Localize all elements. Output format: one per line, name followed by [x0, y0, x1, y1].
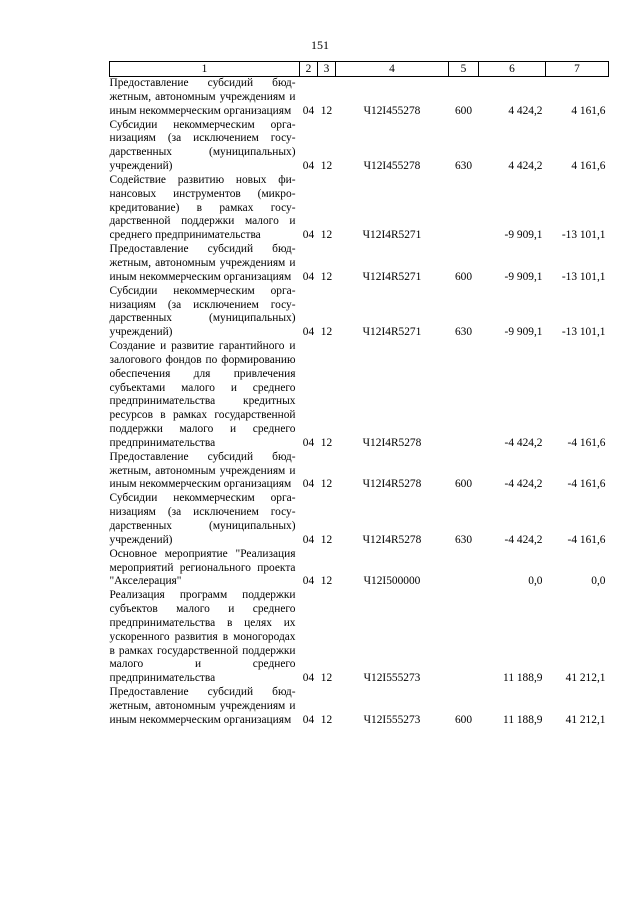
expense-type-cell [449, 340, 479, 451]
table-row [110, 451, 609, 493]
subsection-cell: 12 [320, 326, 333, 339]
subsection-cell: 12 [320, 713, 333, 726]
table-row [110, 285, 609, 340]
table-row [110, 77, 609, 119]
row-name-cell: Основное мероприятие "Реализация мероприятий регионального проекта "Акселерация" [109, 547, 296, 588]
section-cell: 04 [302, 326, 315, 339]
expense-type-cell: 600 [454, 478, 473, 491]
table-row [110, 686, 609, 728]
row-name-cell: Субсидии некоммерческим организациям (за исключением государственных (муниципальных) учреждений) [109, 118, 296, 173]
amount-2022-cell: -13 101,1 [561, 229, 606, 242]
expense-type-cell [449, 548, 479, 590]
target-article-cell: Ч12I4R5271 [362, 270, 422, 283]
column-header: 2 [300, 62, 318, 77]
table-row [110, 174, 609, 243]
column-header: 6 [479, 62, 546, 77]
column-header: 3 [318, 62, 336, 77]
amount-2021-cell: -4 424,2 [504, 478, 543, 491]
section-cell: 04 [302, 713, 315, 726]
table-row [110, 340, 609, 451]
expense-type-cell: 630 [454, 160, 473, 173]
page-number: 151 [311, 38, 329, 52]
target-article-cell: Ч12I4R5278 [362, 478, 422, 491]
amount-2021-cell: -4 424,2 [504, 436, 543, 449]
amount-2021-cell: -9 909,1 [504, 229, 543, 242]
amount-2022-cell: 4 161,6 [571, 104, 606, 117]
section-cell: 04 [302, 478, 315, 491]
amount-2021-cell: -9 909,1 [504, 326, 543, 339]
subsection-cell: 12 [320, 160, 333, 173]
row-name-cell: Предоставление субсидий бюджетным, автономным учреждениям и иным некоммерческим организациям [109, 77, 296, 117]
target-article-cell: Ч12I500000 [363, 575, 421, 588]
target-article-cell: Ч12I555273 [363, 672, 421, 685]
row-name-cell: Предоставление субсидий бюджетным, автономным учреждениям и иным некоммерческим организациям [109, 243, 296, 283]
amount-2022-cell: 0,0 [591, 575, 606, 588]
amount-2021-cell: 11 188,9 [503, 672, 543, 685]
target-article-cell: Ч12I4R5271 [362, 229, 422, 242]
section-cell: 04 [302, 270, 315, 283]
target-article-cell: Ч12I4R5278 [362, 436, 422, 449]
amount-2022-cell: -4 161,6 [567, 436, 606, 449]
row-name-cell: Содействие развитию новых финансовых инструментов (микрокредитование) в рамках государственной поддержки малого и среднего предпринимательства [109, 173, 296, 242]
subsection-cell: 12 [320, 478, 333, 491]
table-row [110, 589, 609, 686]
amount-2021-cell: -9 909,1 [504, 270, 543, 283]
budget-table [109, 61, 609, 728]
table-row [110, 548, 609, 590]
target-article-cell: Ч12I455278 [363, 160, 421, 173]
section-cell: 04 [302, 160, 315, 173]
expense-type-cell: 630 [454, 326, 473, 339]
table-row [110, 243, 609, 285]
expense-type-cell: 600 [454, 713, 473, 726]
expense-type-cell: 600 [454, 270, 473, 283]
amount-2022-cell: 41 212,1 [565, 713, 606, 726]
subsection-cell: 12 [320, 270, 333, 283]
amount-2021-cell: 11 188,9 [503, 713, 543, 726]
subsection-cell: 12 [320, 575, 333, 588]
column-header: 5 [449, 62, 479, 77]
row-name-cell: Предоставление субсидий бюджетным, автономным учреждениям и иным некоммерческим организациям [109, 450, 296, 491]
amount-2022-cell: 41 212,1 [565, 672, 606, 685]
subsection-cell: 12 [320, 672, 333, 685]
amount-2022-cell: -13 101,1 [561, 326, 606, 339]
amount-2021-cell: 4 424,2 [508, 104, 543, 117]
amount-2022-cell: -13 101,1 [561, 270, 606, 283]
expense-type-cell [449, 174, 479, 243]
target-article-cell: Ч12I555273 [363, 713, 421, 726]
row-name-cell: Субсидии некоммерческим организациям (за исключением государственных (муниципальных) учреждений) [109, 284, 296, 339]
section-cell: 04 [302, 575, 315, 588]
column-header: 4 [336, 62, 449, 77]
subsection-cell: 12 [320, 436, 333, 449]
subsection-cell: 12 [320, 533, 333, 546]
section-cell: 04 [302, 533, 315, 546]
amount-2021-cell: -4 424,2 [504, 533, 543, 546]
amount-2022-cell: -4 161,6 [567, 533, 606, 546]
section-cell: 04 [302, 436, 315, 449]
amount-2022-cell: 4 161,6 [571, 160, 606, 173]
section-cell: 04 [302, 104, 315, 117]
row-name-cell: Реализация программ поддержки субъектов малого и среднего предпринимательства в целях их ускоренного развития в моногородах в рамках государственной поддержки малого и среднего предпринимательства [109, 589, 296, 685]
column-header: 1 [110, 62, 300, 77]
section-cell: 04 [302, 672, 315, 685]
header-row [110, 62, 609, 77]
target-article-cell: Ч12I4R5271 [362, 326, 422, 339]
row-name-cell: Субсидии некоммерческим организациям (за исключением государственных (муниципальных) учреждений) [109, 492, 296, 546]
amount-2022-cell: -4 161,6 [567, 478, 606, 491]
amount-2021-cell: 4 424,2 [508, 160, 543, 173]
target-article-cell: Ч12I4R5278 [362, 533, 422, 546]
section-cell: 04 [302, 229, 315, 242]
expense-type-cell: 600 [454, 104, 473, 117]
row-name-cell: Предоставление субсидий бюджетным, автономным учреждениям и иным некоммерческим организациям [109, 686, 296, 726]
target-article-cell: Ч12I455278 [363, 104, 421, 117]
table-row [110, 492, 609, 547]
table-row [110, 119, 609, 174]
expense-type-cell [449, 589, 479, 686]
subsection-cell: 12 [320, 104, 333, 117]
amount-2021-cell: 0,0 [528, 575, 543, 588]
column-header: 7 [546, 62, 609, 77]
row-name-cell: Создание и развитие гарантийного и залогового фондов по формированию обеспечения для привлечения субъектами малого и среднего предпринимательства кредитных ресурсов в рамках государственной поддержки малого и среднего предпринимательства [109, 340, 296, 449]
expense-type-cell: 630 [454, 533, 473, 546]
subsection-cell: 12 [320, 229, 333, 242]
